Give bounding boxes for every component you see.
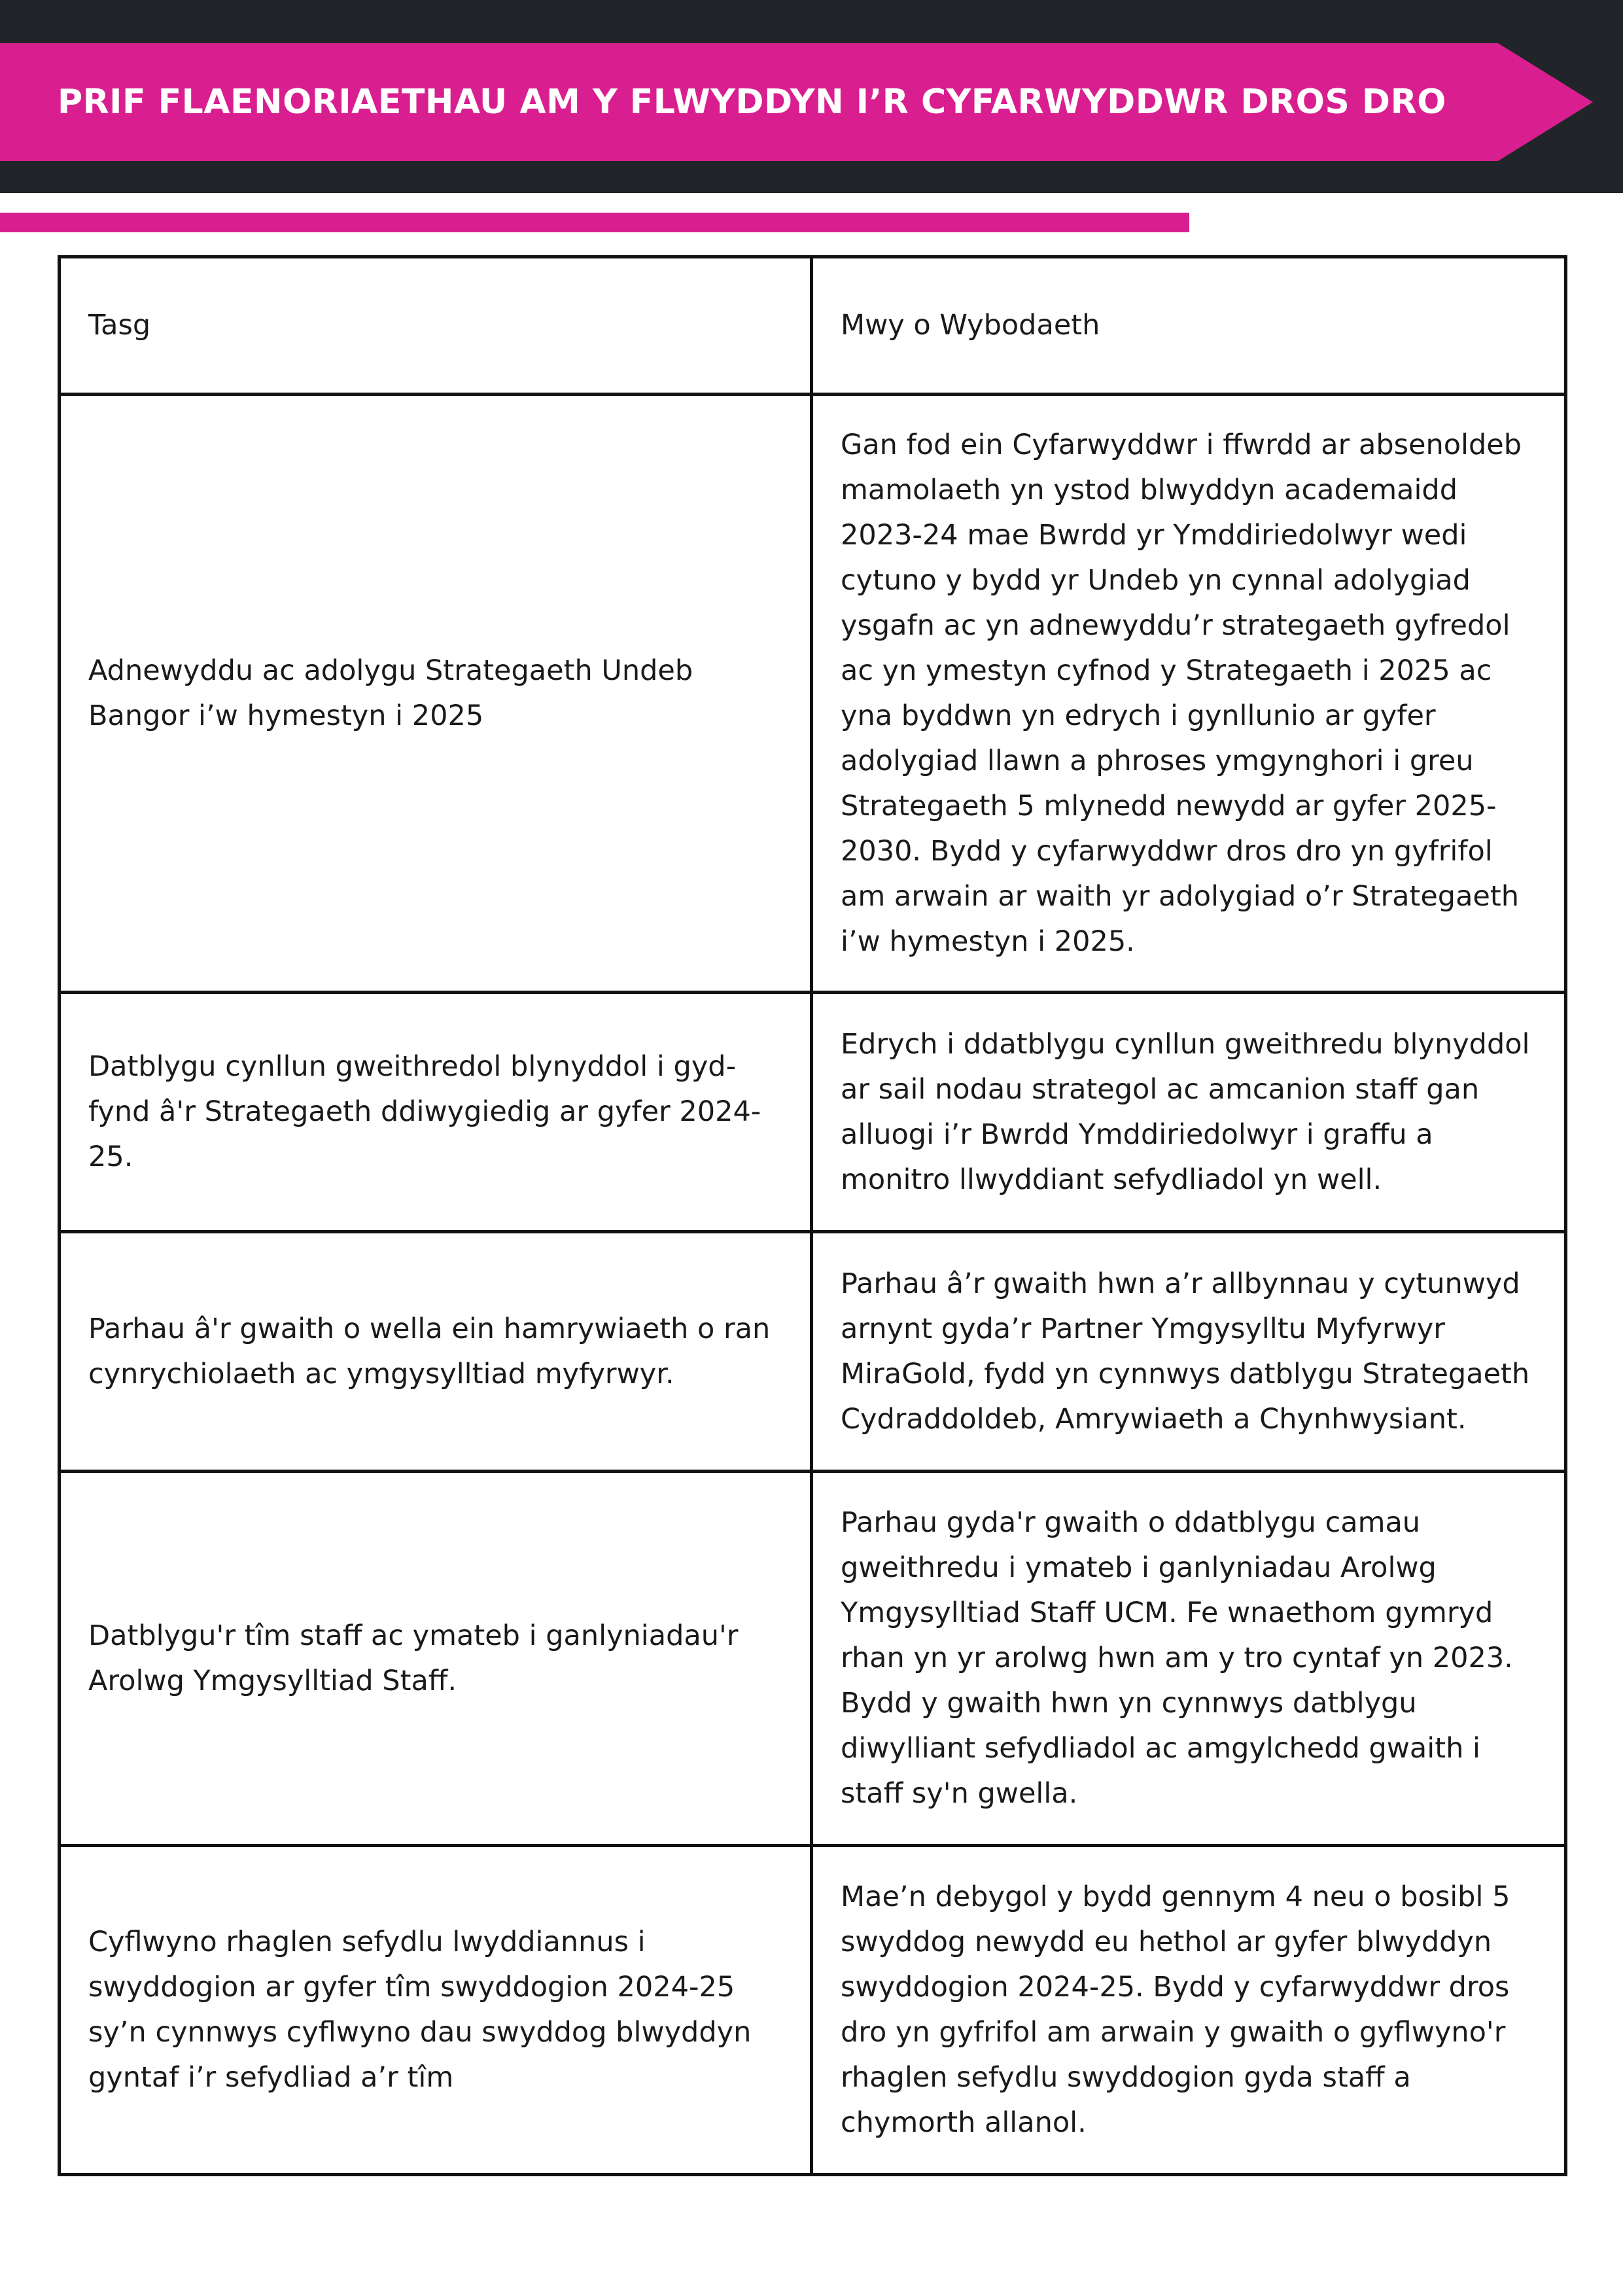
- info-cell: Parhau gyda'r gwaith o ddatblygu camau gweithredu i ymateb i ganlyniadau Arolwg Ymgysylltiad Staff UCM. Fe wnaethom gymryd rhan yn yr arolwg hwn am y tro cyntaf yn 2023. Bydd y gwaith hwn yn cynnwys datblygu diwylliant sefydliadol ac amgylchedd gwaith i staff sy'n gwella.: [812, 1472, 1566, 1846]
- column-header-task: Tasg: [60, 257, 812, 395]
- task-cell: Cyflwyno rhaglen sefydlu lwyddiannus i swyddogion ar gyfer tîm swyddogion 2024-25 sy’n cynnwys cyflwyno dau swyddog blwyddyn gyntaf i’r sefydliad a’r tîm: [60, 1846, 812, 2175]
- accent-divider: [0, 213, 1189, 232]
- table-row: [60, 1472, 1566, 1846]
- table-row: [60, 1232, 1566, 1472]
- column-header-info: Mwy o Wybodaeth: [812, 257, 1566, 395]
- table-row: [60, 1846, 1566, 2175]
- info-cell: Parhau â’r gwaith hwn a’r allbynnau y cytunwyd arnynt gyda’r Partner Ymgysylltu Myfyrwyr MiraGold, fydd yn cynnwys datblygu Strategaeth Cydraddoldeb, Amrywiaeth a Chynhwysiant.: [812, 1232, 1566, 1472]
- table-header-row: [60, 257, 1566, 395]
- priorities-table: [58, 255, 1567, 2176]
- info-cell: Gan fod ein Cyfarwyddwr i ffwrdd ar absenoldeb mamolaeth yn ystod blwyddyn academaidd 2023-24 mae Bwrdd yr Ymddiriedolwyr wedi cytuno y bydd yr Undeb yn cynnal adolygiad ysgafn ac yn adnewyddu’r strategaeth gyfredol ac yn ymestyn cyfnod y Strategaeth i 2025 ac yna byddwn yn edrych i gynllunio ar gyfer adolygiad llawn a phroses ymgynghori i greu Strategaeth 5 mlynedd newydd ar gyfer 2025-2030. Bydd y cyfarwyddwr dros dro yn gyfrifol am arwain ar waith yr adolygiad o’r Strategaeth i’w hymestyn i 2025.: [812, 395, 1566, 993]
- task-cell: Parhau â'r gwaith o wella ein hamrywiaeth o ran cynrychiolaeth ac ymgysylltiad myfyrwyr.: [60, 1232, 812, 1472]
- info-cell: Mae’n debygol y bydd gennym 4 neu o bosibl 5 swyddog newydd eu hethol ar gyfer blwyddyn swyddogion 2024-25. Bydd y cyfarwyddwr dros dro yn gyfrifol am arwain y gwaith o gyflwyno'r rhaglen sefydlu swyddogion gyda staff a chymorth allanol.: [812, 1846, 1566, 2175]
- table-row: [60, 993, 1566, 1232]
- task-cell: Adnewyddu ac adolygu Strategaeth Undeb Bangor i’w hymestyn i 2025: [60, 395, 812, 993]
- table-row: [60, 395, 1566, 993]
- info-cell: Edrych i ddatblygu cynllun gweithredu blynyddol ar sail nodau strategol ac amcanion staff gan alluogi i’r Bwrdd Ymddiriedolwyr i graffu a monitro llwyddiant sefydliadol yn well.: [812, 993, 1566, 1232]
- task-cell: Datblygu cynllun gweithredol blynyddol i gyd-fynd â'r Strategaeth ddiwygiedig ar gyfer 2024-25.: [60, 993, 812, 1232]
- task-cell: Datblygu'r tîm staff ac ymateb i ganlyniadau'r Arolwg Ymgysylltiad Staff.: [60, 1472, 812, 1846]
- page-title: PRIF FLAENORIAETHAU AM Y FLWYDDYN I’R CYFARWYDDWR DROS DRO: [58, 82, 1446, 122]
